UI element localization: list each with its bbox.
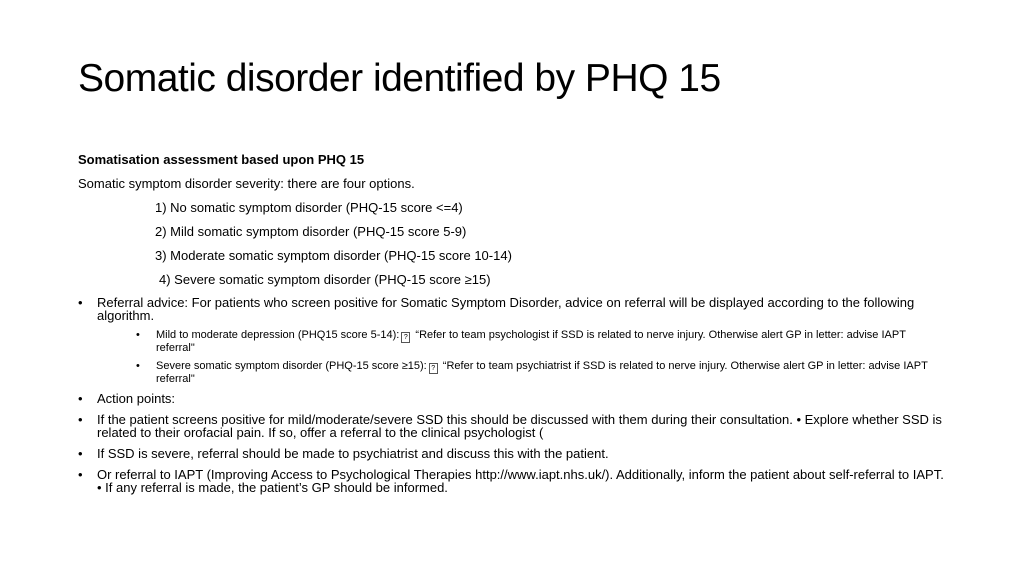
slide-body bbox=[78, 152, 948, 502]
bullet-action-2: • If SSD is severe, referral should be made to psychiatrist and discuss this with the patient. bbox=[78, 447, 948, 460]
slide-title: Somatic disorder identified by PHQ 15 bbox=[78, 57, 721, 100]
option-1: 1) No somatic symptom disorder (PHQ-15 score <=4) bbox=[155, 200, 463, 215]
sub-bullet-severe bbox=[136, 361, 946, 385]
sub-mild-prefix: Mild to moderate depression (PHQ15 score 5-14): bbox=[156, 329, 400, 341]
option-3: 3) Moderate somatic symptom disorder (PHQ-15 score 10-14) bbox=[155, 248, 512, 263]
section-heading: Somatisation assessment based upon PHQ 15 bbox=[78, 152, 365, 167]
bullet-action-points: • Action points: bbox=[78, 392, 948, 405]
intro-text: Somatic symptom disorder severity: there are four options. bbox=[78, 176, 415, 191]
missing-glyph-icon: ? bbox=[429, 363, 438, 374]
bullet-referral-advice: • Referral advice: For patients who screen positive for Somatic Symptom Disorder, advice on referral will be displayed according to the following algorithm. bbox=[78, 296, 948, 322]
missing-glyph-icon: ? bbox=[401, 332, 410, 343]
sub-mild-text: “Refer to team psychologist if SSD is related to nerve injury. Otherwise alert GP in letter: advise IAPT referral" bbox=[156, 329, 906, 354]
sub-severe-prefix: Severe somatic symptom disorder (PHQ-15 score ≥15): bbox=[156, 360, 427, 372]
sub-bullet-mild bbox=[136, 330, 946, 354]
bullet-action-1: • If the patient screens positive for mild/moderate/severe SSD this should be discussed with them during their consultation. • Explore whether SSD is related to their orofacial pain. If so, offer a referral to the clinical psychologist ( bbox=[78, 413, 948, 439]
bullet-action-3: • Or referral to IAPT (Improving Access to Psychological Therapies http://www.iapt.nhs.uk/). Additionally, inform the patient about self-referral to IAPT. • If any referral is made, the patient’s GP should be informed. bbox=[78, 468, 948, 494]
option-4: 4) Severe somatic symptom disorder (PHQ-15 score ≥15) bbox=[159, 272, 491, 287]
option-2: 2) Mild somatic symptom disorder (PHQ-15 score 5-9) bbox=[155, 224, 467, 239]
sub-severe-text: “Refer to team psychiatrist if SSD is related to nerve injury. Otherwise alert GP in letter: advise IAPT referral" bbox=[156, 360, 928, 385]
